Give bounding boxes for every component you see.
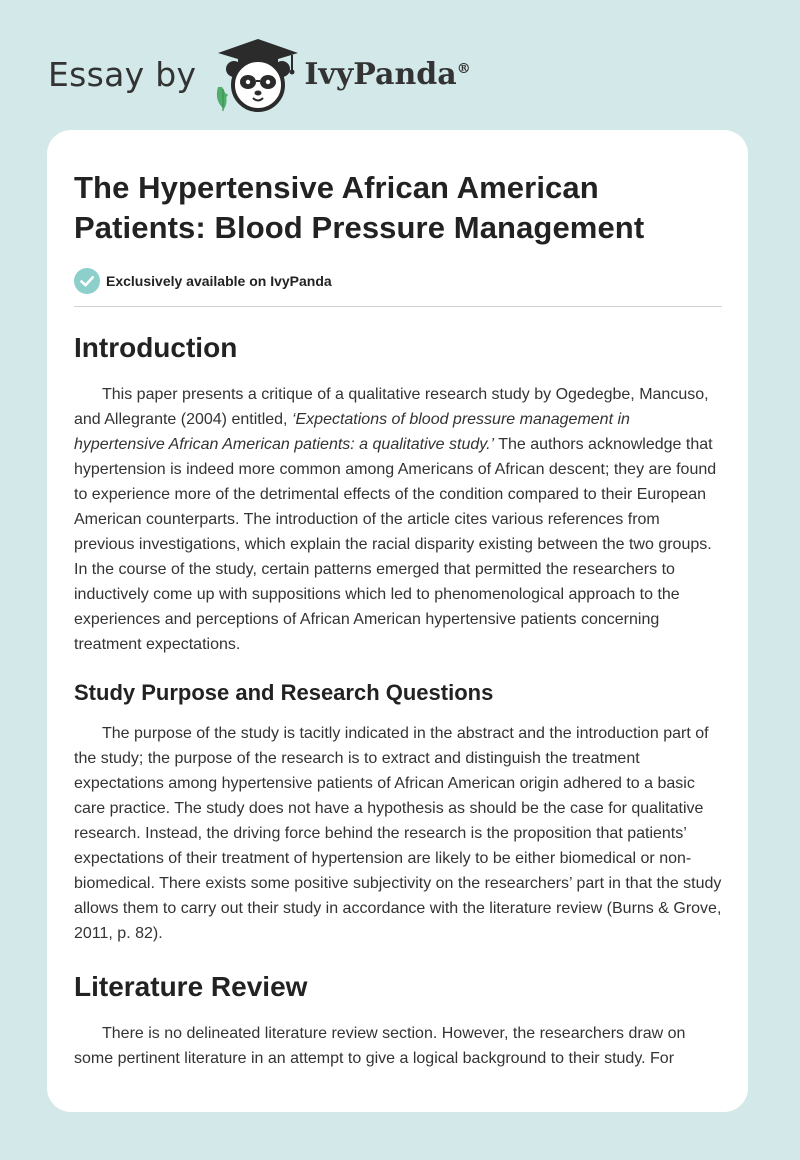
divider [74,306,722,307]
page-title: The Hypertensive African American Patients: Blood Pressure Management [74,170,645,245]
registered-mark: ® [456,60,471,77]
badge-text: Exclusively available on IvyPanda [106,273,332,289]
check-circle-icon [74,268,100,294]
panda-logo-icon[interactable] [210,35,300,113]
paragraph-introduction: This paper presents a critique of a qualitative research study by Ogedegbe, Mancuso, and Allegrante (2004) entitled, ‘Expectations of blood pressure management in hypertensive African American patients: a qualitative study.’ The authors acknowledge that hypertension is indeed more common among Americans of African descent; they are found to experience more of the detrimental effects of the condition compared to their European American counterparts. The introduction of the article cites various references from previous investigations, which explain the racial disparity existing between the two groups. In the course of the study, certain patterns emerged that permitted the researchers to inductively come up with suppositions which led to phenomenological approach to the experiences and perceptions of African American hypertensive patients concerning treatment expectations. [74,386,717,653]
brand-prefix: Essay by [48,54,197,94]
heading-study-purpose: Study Purpose and Research Questions [74,680,494,705]
essay-card [47,130,748,1112]
heading-literature-review: Literature Review [74,971,308,1002]
article-title-italic: ‘Expectations of blood pressure management in hypertensive African American patients: a qualitative study.’ [74,411,630,453]
brand-header [48,34,471,114]
heading-introduction: Introduction [74,332,238,363]
exclusive-badge [74,267,722,295]
paragraph-literature-review: There is no delineated literature review section. However, the researchers draw on some pertinent literature in an attempt to give a logical background to their study. For [74,1025,686,1067]
brand-name[interactable]: IvyPanda® [304,56,471,92]
paragraph-study-purpose: The purpose of the study is tacitly indicated in the abstract and the introduction part of the study; the purpose of the research is to extract and distinguish the treatment expectations among hypertensive patients of African American origin adhered to a basic care practice. The study does not have a hypothesis as should be the case for qualitative research. Instead, the driving force behind the research is the proposition that patients’ expectations of their treatment of hypertension are likely to be either biomedical or non-biomedical. There exists some positive subjectivity on the researchers’ part in that the study allows them to carry out their study in accordance with the literature review (Burns & Grove, 2011, p. 82). [74,725,722,942]
